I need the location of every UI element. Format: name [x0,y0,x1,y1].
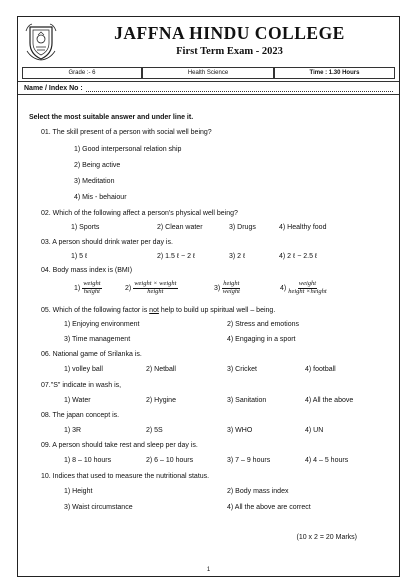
q4-option-2-fraction [133,281,177,296]
q7-option-4: 4) All the above [305,397,354,404]
q2-option-3: 3) Drugs [229,224,256,231]
q10-option-4: 4) All the above are correct [227,504,311,511]
q1-option-3: 3) Meditation [74,178,115,185]
q9-option-3: 3) 7 – 9 hours [227,457,271,464]
exam-title: First Term Exam - 2023 [176,46,283,57]
q6-option-3: 3) Cricket [227,366,257,373]
q10-option-2: 2) Body mass index [227,488,289,495]
q4-option-2-numerator: weight × weight [134,280,177,287]
q4-option-1 [74,281,102,296]
q5-option-4: 4) Engaging in a sport [227,336,296,343]
q4-option-3-fraction [222,281,240,296]
question-4: 04. Body mass index is (BMI) [41,267,133,274]
page-number: 1 [206,567,211,573]
q9-option-2: 2) 6 – 10 hours [146,457,194,464]
q5-option-2: 2) Stress and emotions [227,321,299,328]
q5-option-3: 3) Time management [64,336,131,343]
q4-option-2-denominator: height [147,287,164,295]
name-index-label: Name / Index No : [24,84,83,92]
q4-option-3-label: 3) [214,285,221,293]
q4-option-1-fraction [82,281,101,296]
subject-cell: Health Science [142,67,274,79]
q4-option-4-numerator: weight [298,280,317,287]
q4-option-1-denominator: height [83,287,100,295]
q3-option-1: 1) 5 ℓ [71,253,88,260]
exam-header [18,17,399,65]
q8-option-2: 2) 5S [146,427,163,434]
q9-option-1: 1) 8 – 10 hours [64,457,112,464]
q2-option-2: 2) Clean water [157,224,203,231]
q2-option-4: 4) Healthy food [279,224,327,231]
question-8: 08. The japan concept is. [41,412,120,419]
question-5-underlined-word: not [149,307,159,314]
question-6: 06. National game of Srilanka is. [41,351,142,358]
q7-option-2: 2) Hygine [146,397,176,404]
q8-option-1: 1) 3R [64,427,82,434]
q2-option-1: 1) Sports [71,224,100,231]
q9-option-4: 4) 4 – 5 hours [305,457,349,464]
q7-option-1: 1) Water [64,397,91,404]
question-5-text-start: 05. Which of the following factor is [41,307,150,314]
time-cell: Time : 1.30 Hours [274,67,395,79]
q1-option-4: 4) Mis - behaiour [74,194,127,201]
name-index-blank [86,85,393,92]
question-10: 10. Indices that used to measure the nutritional status. [41,473,210,480]
q8-option-4: 4) UN [305,427,324,434]
q4-option-2-label: 2) [125,285,132,293]
question-5-text-end: help to build up spiritual well – being. [158,307,276,314]
q4-option-1-label: 1) [74,285,81,293]
q5-option-1: 1) Enjoying environment [64,321,140,328]
q4-option-4-label: 4) [280,285,287,293]
q1-option-1: 1) Good interpersonal relation ship [74,146,182,153]
q3-option-4: 4) 2 ℓ − 2.5 ℓ [279,253,318,260]
q3-option-2: 2) 1.5 ℓ − 2 ℓ [157,253,196,260]
q4-option-3-numerator: height [223,280,240,287]
question-1: 01. The skill present of a person with social well being? [41,129,212,136]
q10-option-3: 3) Waist circumstance [64,504,133,511]
marks-summary: (10 x 2 = 20 Marks) [296,534,357,541]
question-9: 09. A person should take rest and sleep per day is. [41,442,198,449]
q4-option-1-numerator: weight [83,280,101,287]
question-7: 07."S" indicate in wash is, [41,382,122,389]
q4-option-3 [214,281,240,296]
q8-option-3: 3) WHO [227,427,253,434]
q4-option-3-denominator: weight [222,287,240,295]
q3-option-3: 3) 2 ℓ [229,253,246,260]
exam-page [17,16,400,577]
q4-option-2 [125,281,178,296]
grade-cell: Grade :- 6 [22,67,142,79]
question-3: 03. A person should drink water per day is. [41,239,173,246]
q4-option-4 [280,281,327,296]
college-crest-icon [24,21,58,61]
question-2: 02. Which of the following affect a person's physical well being? [41,210,238,217]
q6-option-1: 1) volley ball [64,366,103,373]
q6-option-2: 2) Netball [146,366,176,373]
name-index-row [18,81,399,95]
q4-option-4-denominator: height ×height [288,287,327,295]
exam-info-bar [22,67,395,79]
school-name: JAFFNA HINDU COLLEGE [114,23,345,43]
q10-option-1: 1) Height [64,488,93,495]
q7-option-3: 3) Sanitation [227,397,267,404]
question-5 [41,307,275,314]
q6-option-4: 4) football [305,366,336,373]
q1-option-2: 2) Being active [74,162,121,169]
instruction-text: Select the most suitable answer and under line it. [29,114,194,121]
q4-option-4-fraction [288,281,327,296]
